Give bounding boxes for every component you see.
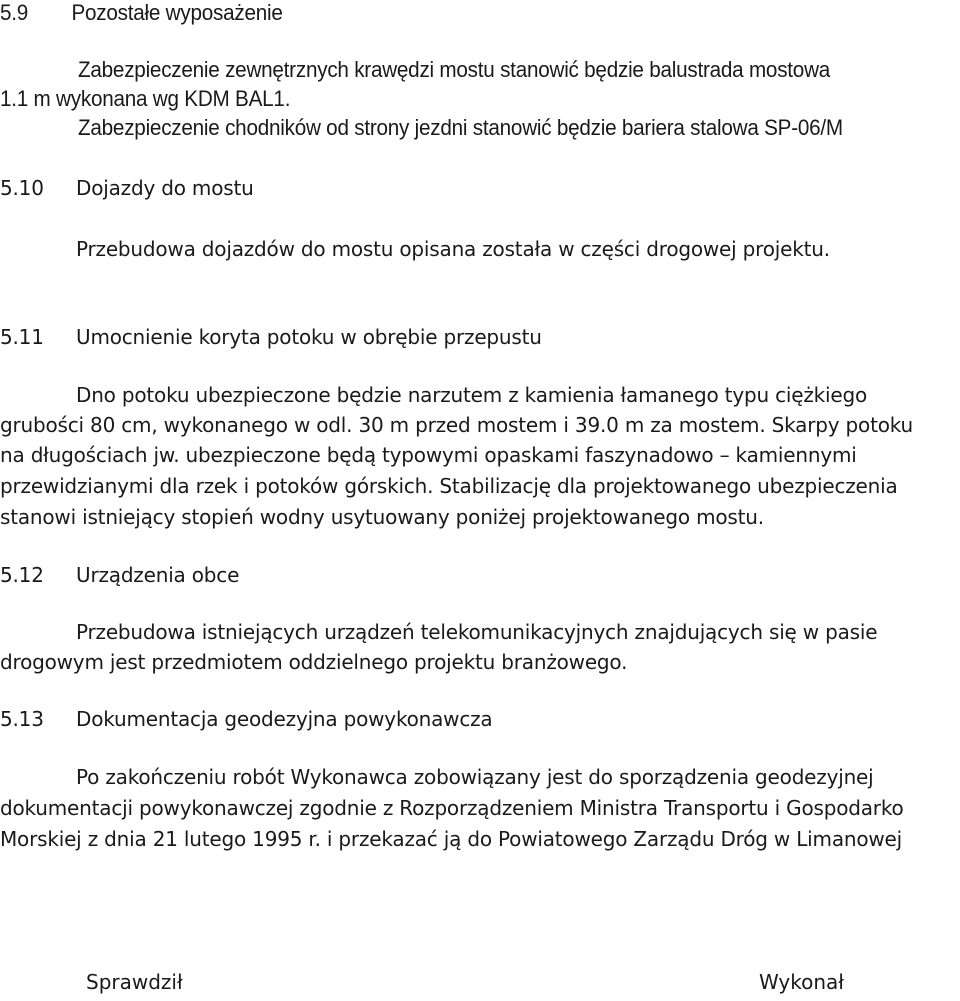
paragraph-line: Przebudowa istniejących urządzeń telekomunikacyjnych znajdujących się w pasie	[76, 620, 878, 644]
paragraph-line: Po zakończeniu robót Wykonawca zobowiązany jest do sporządzenia geodezyjnej	[76, 765, 874, 789]
section-number: 5.11	[0, 325, 44, 349]
section-title: Dokumentacja geodezyjna powykonawcza	[76, 707, 493, 731]
section-title: Pozostałe wyposażenie	[71, 0, 283, 25]
paragraph-line: drogowym jest przedmiotem oddzielnego projektu branżowego.	[0, 650, 628, 674]
section-title: Urządzenia obce	[76, 563, 240, 587]
section-5-13-heading	[0, 707, 493, 731]
section-number: 5.12	[0, 563, 44, 587]
section-number: 5.10	[0, 176, 44, 200]
paragraph-line: przewidzianymi dla rzek i potoków górskich. Stabilizację dla projektowanego ubezpieczenia	[0, 474, 898, 498]
paragraph-line: Przebudowa dojazdów do mostu opisana została w części drogowej projektu.	[76, 237, 830, 261]
section-number: 5.9	[0, 0, 29, 25]
paragraph-line: grubości 80 cm, wykonanego w odl. 30 m przed mostem i 39.0 m za mostem. Skarpy potoku	[0, 413, 914, 437]
paragraph-line: Zabezpieczenie chodników od strony jezdni stanowić będzie bariera stalowa SP-06/M	[78, 115, 843, 140]
section-5-12-heading	[0, 563, 239, 587]
section-5-10-heading	[0, 176, 254, 200]
section-title: Umocnienie koryta potoku w obrębie przepustu	[76, 325, 542, 349]
paragraph-line: 1.1 m wykonana wg KDM BAL1.	[0, 86, 291, 111]
paragraph-line: Dno potoku ubezpieczone będzie narzutem z kamienia łamanego typu ciężkiego	[76, 383, 868, 407]
section-5-11-heading	[0, 325, 542, 349]
paragraph-line: dokumentacji powykonawczej zgodnie z Rozporządzeniem Ministra Transportu i Gospodarko	[0, 796, 904, 820]
paragraph-line: na długościach jw. ubezpieczone będą typowymi opaskami faszynadowo – kamiennymi	[0, 443, 857, 467]
signature-checked-label: Sprawdził	[86, 970, 183, 994]
paragraph-line: Morskiej z dnia 21 lutego 1995 r. i przekazać ją do Powiatowego Zarządu Dróg w Limanowej	[0, 827, 903, 851]
section-5-9-heading	[0, 0, 283, 26]
section-number: 5.13	[0, 707, 44, 731]
section-title: Dojazdy do mostu	[76, 176, 254, 200]
paragraph-line: Zabezpieczenie zewnętrznych krawędzi mostu stanowić będzie balustrada mostowa	[78, 57, 831, 82]
paragraph-line: stanowi istniejący stopień wodny usytuowany poniżej projektowanego mostu.	[0, 505, 764, 529]
signature-made-label: Wykonał	[759, 970, 844, 994]
